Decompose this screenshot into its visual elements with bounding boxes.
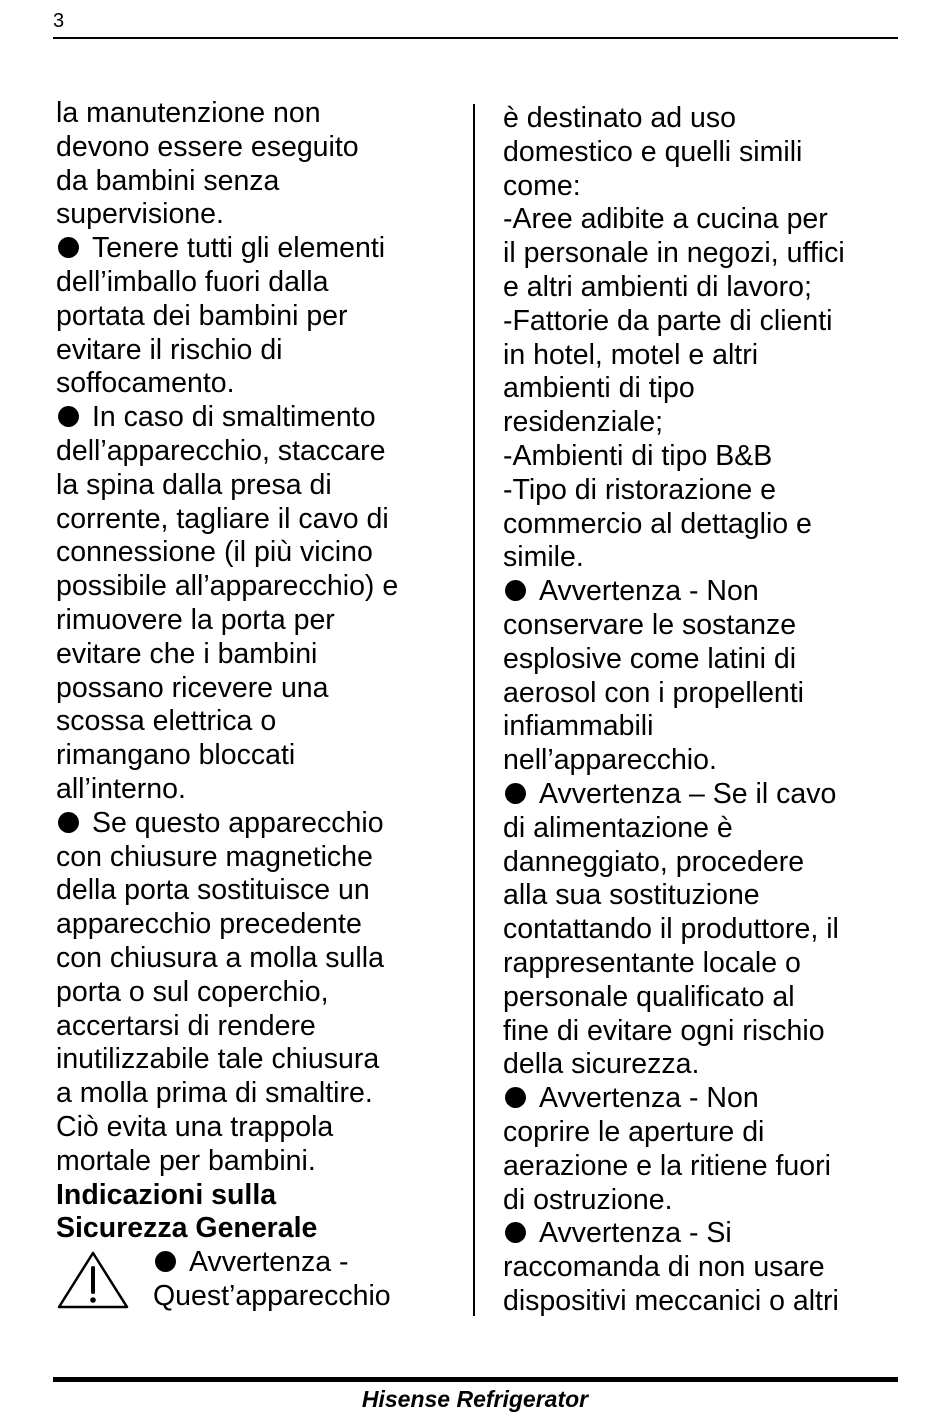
text-line: di ostruzione. — [503, 1183, 673, 1216]
text-line: alla sua sostituzione — [503, 879, 760, 912]
text-line: simile. — [503, 541, 584, 574]
bullet-icon — [505, 580, 526, 601]
text-line: conservare le sostanze — [503, 608, 797, 641]
bullet-line — [503, 575, 845, 609]
text-line: possano ricevere una — [56, 671, 329, 704]
text-line: mortale per bambini. — [56, 1144, 316, 1177]
text-line: da bambini senza — [56, 164, 280, 197]
bullet-line — [56, 232, 398, 266]
text-line: aerazione e la ritiene fuori — [503, 1149, 831, 1182]
text-line: apparecchio precedente — [56, 908, 362, 941]
text-line: nell’apparecchio. — [503, 744, 717, 777]
text-line: il personale in negozi, uffici — [503, 237, 845, 270]
bullet-icon — [505, 1087, 526, 1108]
bullet-icon — [155, 1251, 176, 1272]
text-line: rappresentante locale o — [503, 946, 801, 979]
bottom-rule — [53, 1377, 898, 1382]
text-line: scossa elettrica o — [56, 705, 277, 738]
right-column — [503, 102, 845, 1319]
text-line: corrente, tagliare il cavo di — [56, 502, 389, 535]
bullet-text: Avvertenza - — [189, 1246, 349, 1279]
footer-brand: Hisense Refrigerator — [361, 1386, 589, 1412]
text-line: contattando il produttore, il — [503, 913, 839, 946]
text-line: Quest’apparecchio — [153, 1279, 391, 1312]
text-line: della porta sostituisce un — [56, 874, 370, 907]
text-line: come: — [503, 169, 581, 202]
text-line: all’interno. — [56, 772, 186, 805]
text-line: -Ambienti di tipo B&B — [503, 439, 773, 472]
column-divider — [473, 104, 475, 1316]
bullet-text: Se questo apparecchio — [92, 806, 384, 839]
text-line: con chiusura a molla sulla — [56, 941, 384, 974]
text-line: Ciò evita una trappola — [56, 1110, 334, 1143]
bullet-icon — [58, 812, 79, 833]
bullet-icon — [505, 1222, 526, 1243]
text-line: infiammabili — [503, 710, 654, 743]
text-line: è destinato ad uso — [503, 102, 736, 134]
bullet-line — [56, 401, 398, 435]
text-line: esplosive come latini di — [503, 642, 797, 675]
bullet-text: Avvertenza – Se il cavo — [539, 777, 837, 810]
warning-block — [56, 1246, 398, 1314]
text-line: dell’apparecchio, staccare — [56, 434, 386, 467]
text-line: devono essere eseguito — [56, 130, 359, 163]
section-heading: Indicazioni sulla — [56, 1178, 277, 1211]
bullet-text: Avvertenza - Non — [539, 575, 759, 608]
text-line: di alimentazione è — [503, 811, 733, 844]
bullet-line — [153, 1246, 391, 1280]
bullet-line — [503, 1082, 845, 1116]
left-column — [56, 97, 398, 1314]
text-line: rimangano bloccati — [56, 739, 296, 772]
text-line: ambienti di tipo — [503, 372, 695, 405]
text-line: rimuovere la porta per — [56, 603, 335, 636]
text-line: dispositivi meccanici o altri — [503, 1284, 839, 1317]
bullet-icon — [58, 406, 79, 427]
text-line: possibile all’apparecchio) e — [56, 570, 399, 603]
text-line: -Tipo di ristorazione e — [503, 473, 776, 506]
bullet-icon — [58, 237, 79, 258]
text-line: della sicurezza. — [503, 1048, 700, 1081]
bullet-line — [503, 1217, 845, 1251]
text-line: la spina dalla presa di — [56, 468, 332, 501]
text-line: con chiusure magnetiche — [56, 840, 373, 873]
text-line: danneggiato, procedere — [503, 845, 805, 878]
bullet-text: Avvertenza - Non — [539, 1082, 759, 1115]
text-line: a molla prima di smaltire. — [56, 1077, 373, 1110]
top-rule — [53, 37, 898, 39]
section-heading: Sicurezza Generale — [56, 1212, 318, 1245]
text-line: -Aree adibite a cucina per — [503, 203, 828, 236]
text-line: commercio al dettaglio e — [503, 507, 812, 540]
text-line: portata dei bambini per — [56, 299, 348, 332]
text-line: dell’imballo fuori dalla — [56, 265, 329, 298]
text-line: supervisione. — [56, 198, 224, 231]
text-line: residenziale; — [503, 406, 664, 439]
warning-triangle-icon — [56, 1250, 130, 1310]
text-line: la manutenzione non — [56, 97, 321, 129]
text-line: aerosol con i propellenti — [503, 676, 805, 709]
bullet-text: In caso di smaltimento — [92, 401, 376, 434]
text-line: domestico e quelli simili — [503, 135, 803, 168]
bullet-line — [56, 807, 398, 841]
bullet-text: Avvertenza - Si — [539, 1217, 732, 1250]
text-line: personale qualificato al — [503, 980, 795, 1013]
text-line: e altri ambienti di lavoro; — [503, 270, 812, 303]
text-line: -Fattorie da parte di clienti — [503, 304, 833, 337]
text-line: in hotel, motel e altri — [503, 338, 759, 371]
bullet-text: Tenere tutti gli elementi — [92, 232, 386, 265]
text-line: evitare il rischio di — [56, 333, 283, 366]
text-line: connessione (il più vicino — [56, 536, 373, 569]
text-line: inutilizzabile tale chiusura — [56, 1043, 380, 1076]
text-line: accertarsi di rendere — [56, 1009, 316, 1042]
text-line: fine di evitare ogni rischio — [503, 1014, 825, 1047]
text-line: porta o sul coperchio, — [56, 975, 329, 1008]
text-line: evitare che i bambini — [56, 637, 318, 670]
text-line: raccomanda di non usare — [503, 1251, 825, 1284]
text-line: coprire le aperture di — [503, 1115, 765, 1148]
warning-text — [153, 1246, 391, 1314]
page-number: 3 — [53, 10, 65, 32]
bullet-line — [503, 778, 845, 812]
bullet-icon — [505, 783, 526, 804]
text-line: soffocamento. — [56, 367, 235, 400]
